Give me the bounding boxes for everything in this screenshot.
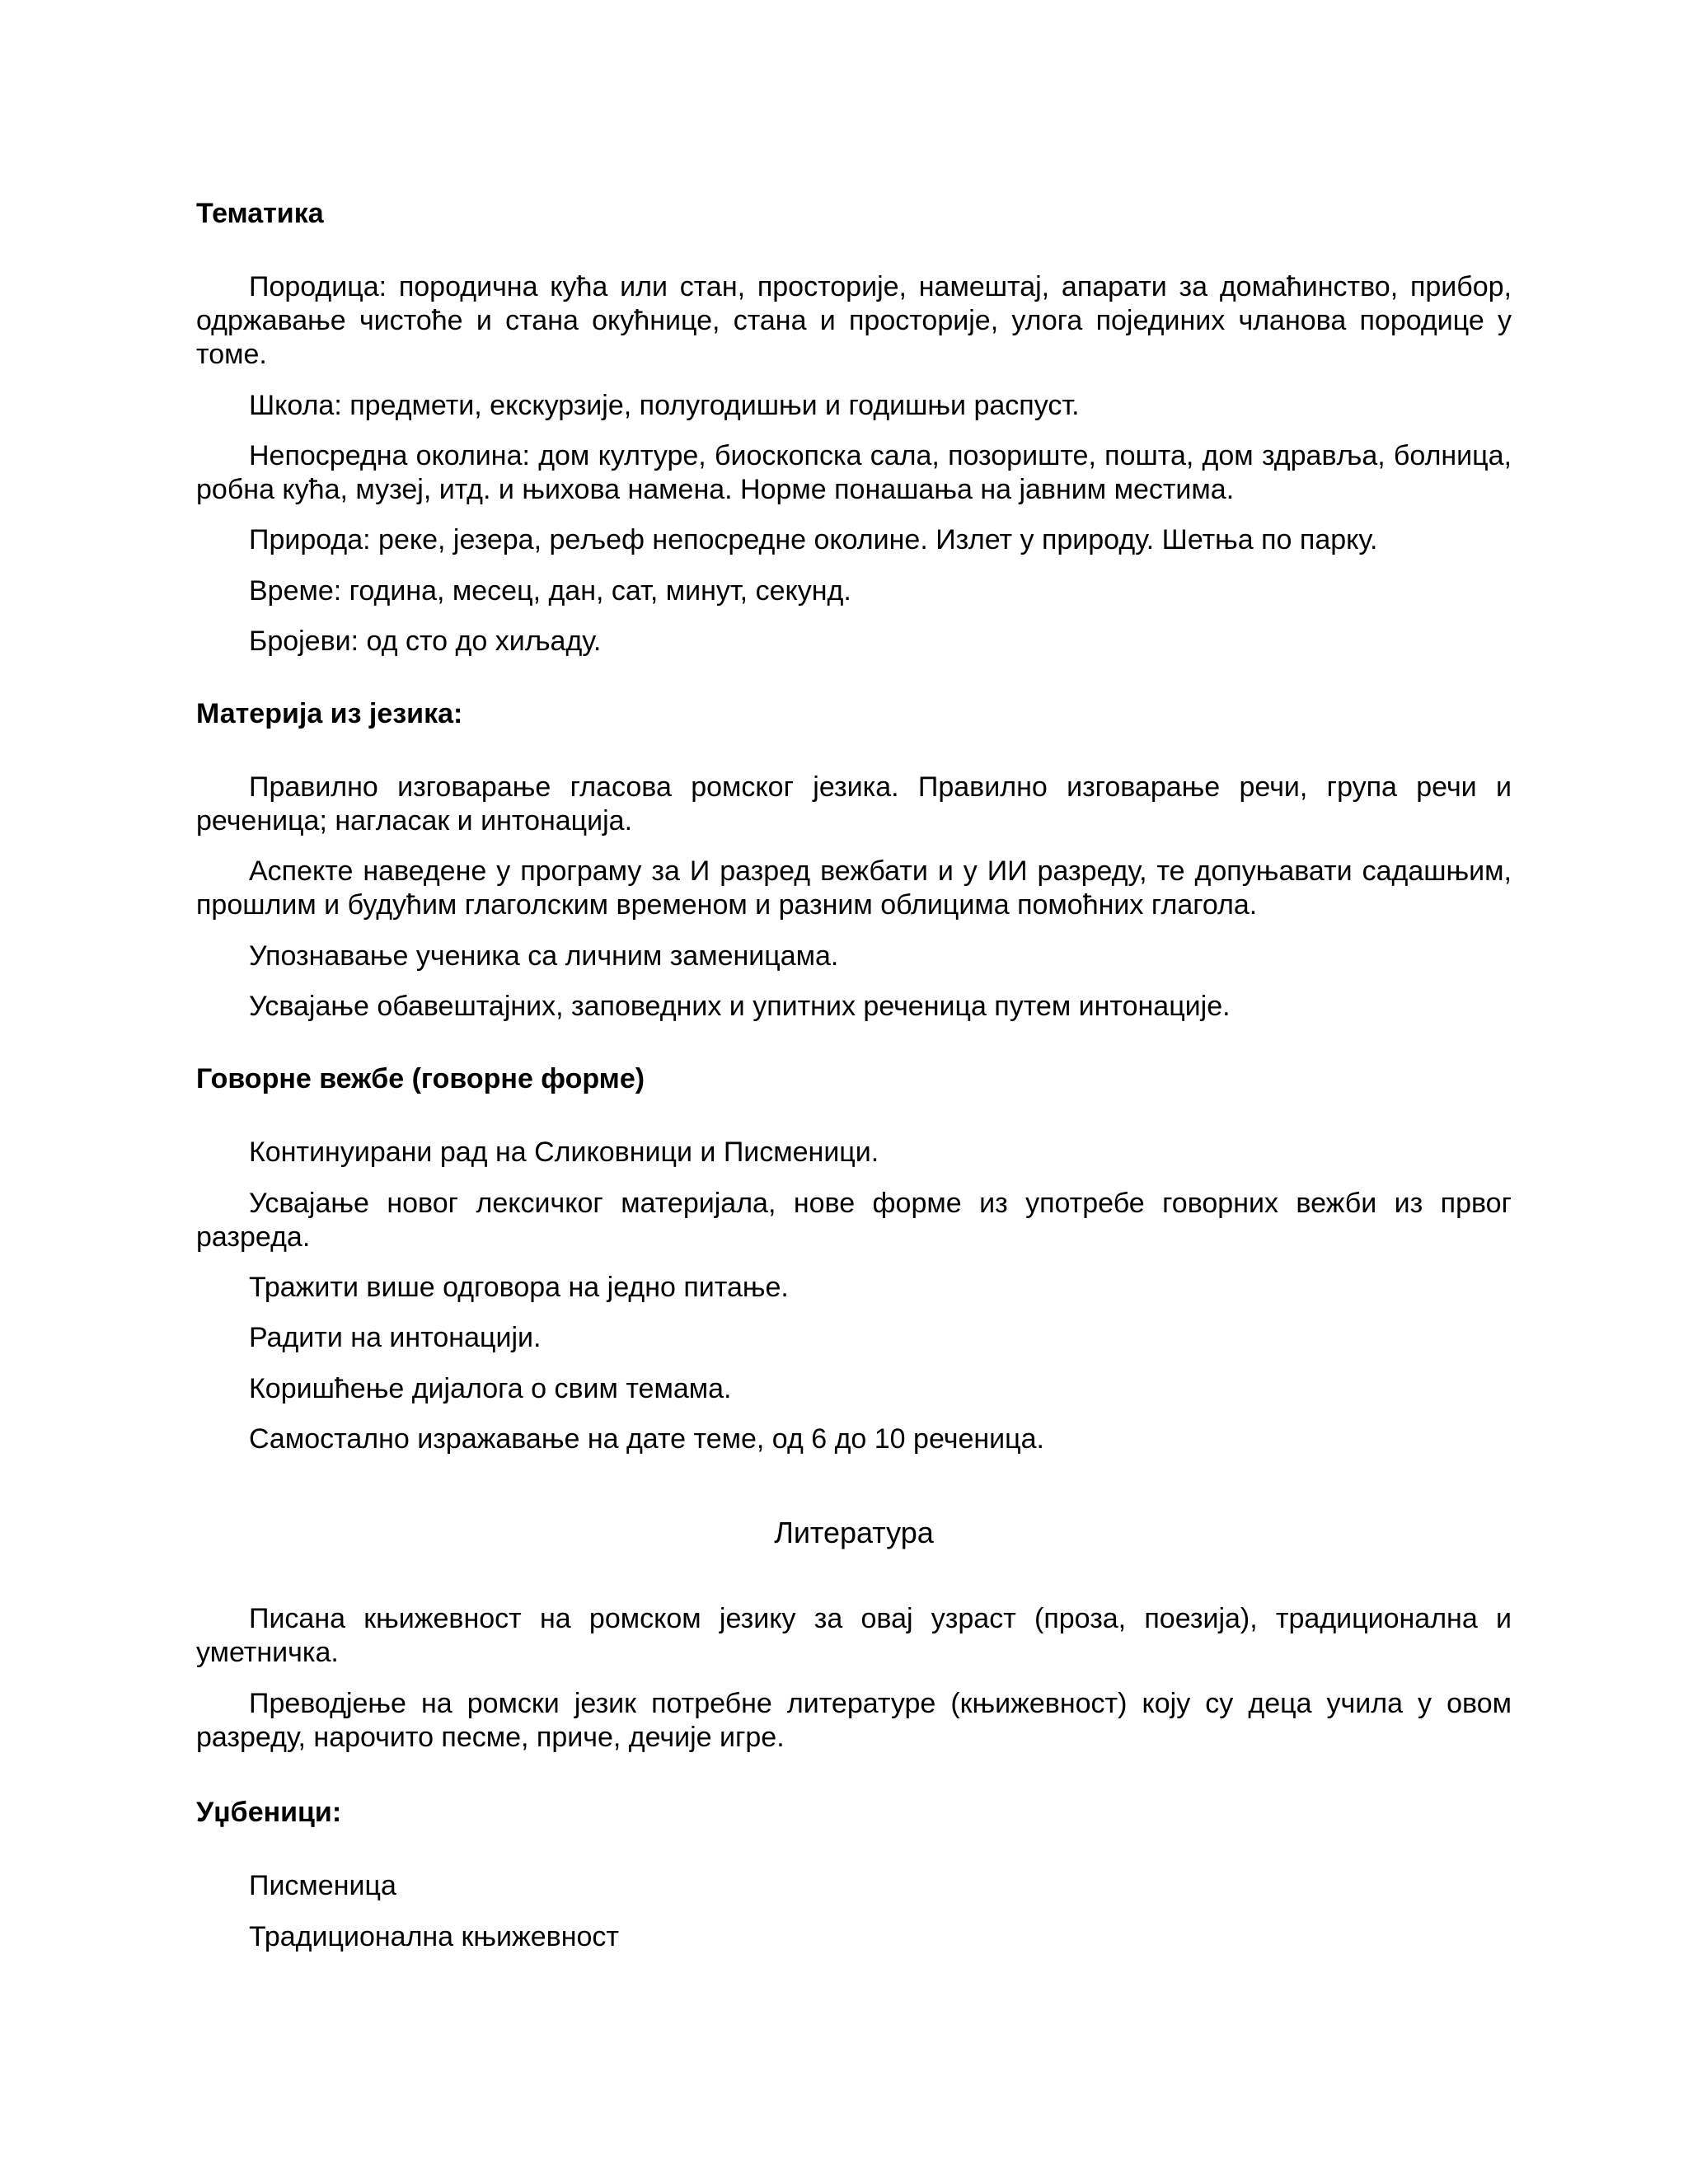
- paragraph-porodica: Породица: породична кућа или стан, просторије, намештај, апарати за домаћинство, прибор, одржавање чистоће и стана окућнице, стана и просторије, улога појединих чланова породице у томе.: [196, 271, 1512, 370]
- paragraph-kontinuirani-rad: Континуирани рад на Сликовници и Писменици.: [249, 1137, 879, 1168]
- section-heading-tematika: Тематика: [196, 198, 324, 229]
- section-title-literatura: Литература: [774, 1516, 934, 1549]
- list-item-tradicionalna-knjizevnost: Традиционална књижевност: [249, 1921, 620, 1952]
- paragraph-skola: Школа: предмети, екскурзије, полугодишњи и годишњи распуст.: [249, 390, 1080, 421]
- paragraph-brojevi: Бројеви: од сто до хиљаду.: [249, 626, 602, 657]
- section-heading-govorne-vezbe: Говорне вежбе (говорне форме): [196, 1063, 645, 1094]
- paragraph-pisana-knjizevnost: Писана књижевност на ромском језику за овај узраст (проза, поезија), традиционална и уметничка.: [196, 1603, 1512, 1668]
- paragraph-prevodjenje: Преводјење на ромски језик потребне литературе (књижевност) коју су деца учила у овом разреду, нарочито песме, приче, дечије игре.: [196, 1688, 1512, 1753]
- paragraph-samostalno: Самостално изражавање на дате теме, од 6 до 10 реченица.: [249, 1423, 1044, 1455]
- section-heading-udzbenici: Уџбеници:: [196, 1797, 342, 1828]
- paragraph-izgovaranje: Правилно изговарање гласова ромског језика. Правилно изговарање речи, група речи и реченица; нагласак и интонација.: [196, 771, 1512, 837]
- list-item-pismenica: Писменица: [249, 1870, 396, 1901]
- paragraph-odgovori: Тражити више одговора на једно питање.: [249, 1272, 789, 1303]
- paragraph-vreme: Време: година, месец, дан, сат, минут, секунд.: [249, 575, 851, 607]
- paragraph-recenice: Усвајање обавештајних, заповедних и упитних реченица путем интонације.: [249, 991, 1231, 1022]
- paragraph-neposredna-okolina: Непосредна околина: дом културе, биоскопска сала, позориште, пошта, дом здравља, болница, робна кућа, музеј, итд. и њихова намена. Норме понашања на јавним местима.: [196, 440, 1512, 505]
- paragraph-zamenice: Упознавање ученика са личним заменицама.: [249, 940, 839, 972]
- paragraph-priroda: Природа: реке, језера, рељеф непосредне околине. Излет у природу. Шетња по парку.: [249, 524, 1378, 555]
- paragraph-usvajanje-leksike: Усвајање новог лексичког материјала, нове форме из употребе говорних вежби из првог разреда.: [196, 1188, 1512, 1253]
- paragraph-dijalozi: Коришћење дијалога о свим темама.: [249, 1373, 732, 1404]
- section-heading-materija: Материја из језика:: [196, 698, 463, 729]
- paragraph-intonacija: Радити на интонацији.: [249, 1322, 542, 1353]
- paragraph-aspekte: Аспекте наведене у програму за И разред вежбати и у ИИ разреду, те допуњавати садашњим, прошлим и будућим глаголским временом и разним облицима помоћних глагола.: [196, 855, 1512, 921]
